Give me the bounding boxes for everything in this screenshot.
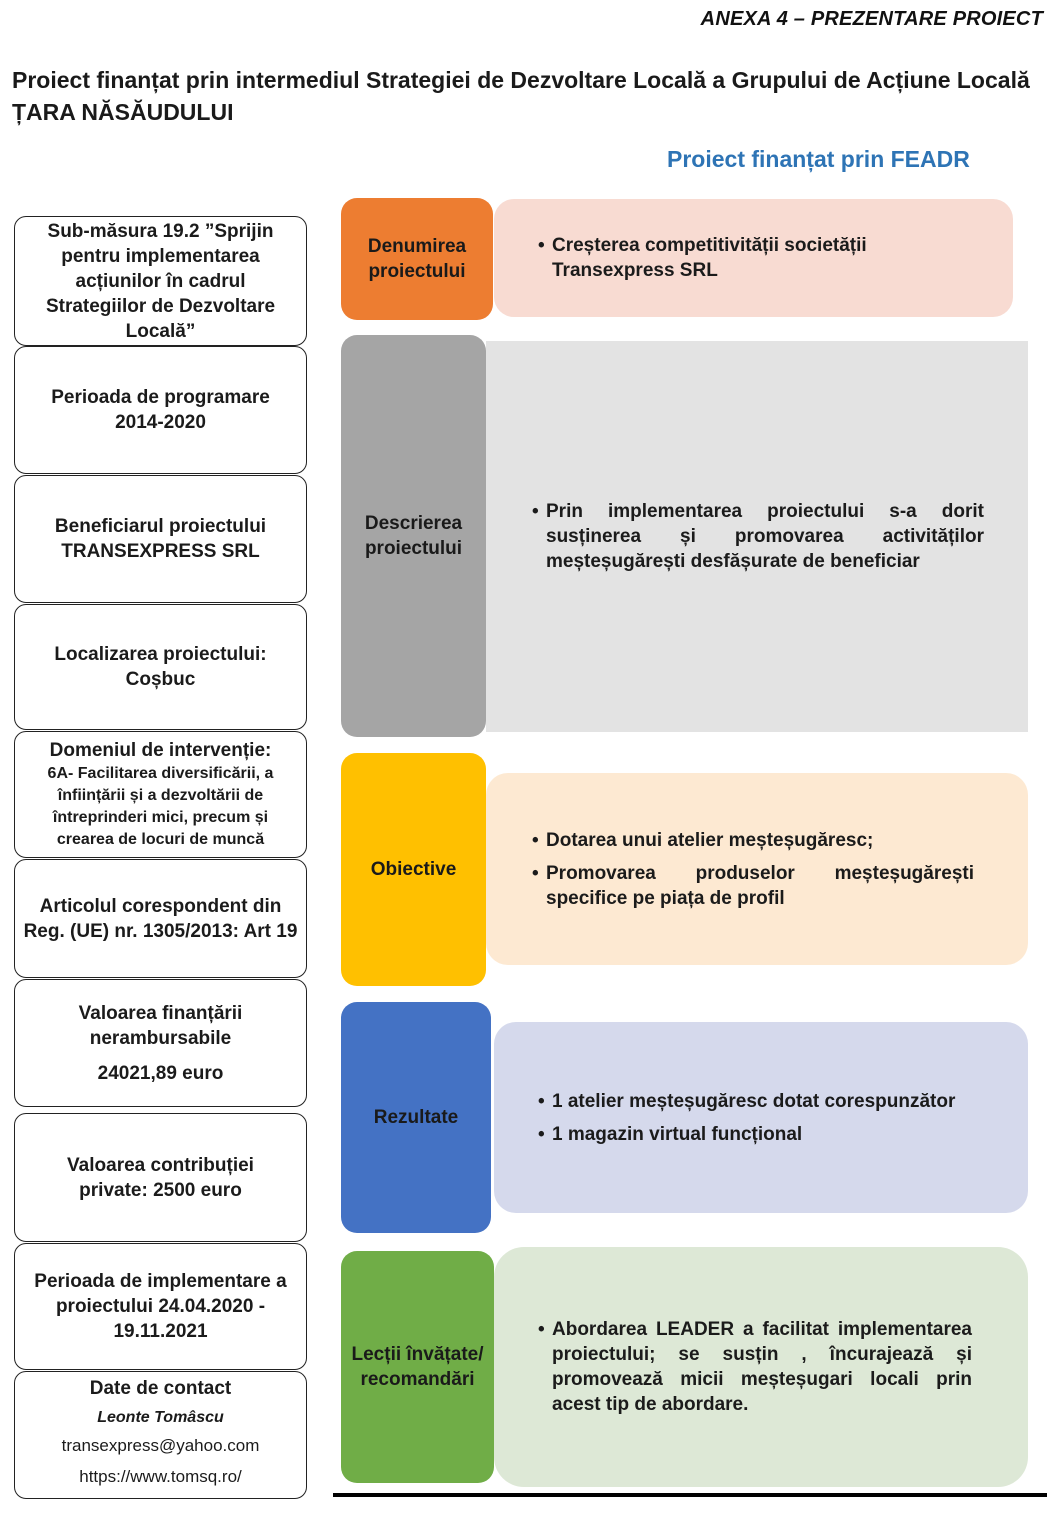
lessons-label: Lecții învățate/ recomandări	[351, 1344, 484, 1390]
annex-heading: ANEXA 4 – PREZENTARE PROIECT	[700, 8, 1043, 30]
lessons-panel	[494, 1247, 1028, 1487]
project-name-label: Denumirea proiectului	[367, 236, 467, 282]
contact-website[interactable]: https://www.tomsq.ro/	[79, 1467, 242, 1486]
lessons-pill	[341, 1251, 494, 1483]
result-item-1: • 1 atelier meșteșugăresc dotat corespunzător	[538, 1089, 988, 1114]
project-name-pill	[341, 198, 493, 320]
results-pill	[341, 1002, 491, 1233]
programming-period-text: Perioada de programare 2014-2020	[51, 387, 270, 433]
submeasure-text: Sub-măsura 19.2 ”Sprijin pentru implementarea acțiunilor în cadrul Strategiilor de Dezvoltare Locală”	[45, 220, 276, 342]
implementation-period-text: Perioada de implementare a proiectului 24.04.2020 - 19.11.2021	[34, 1271, 287, 1342]
page-title: Proiect finanțat prin intermediul Strategiei de Dezvoltare Locală a Grupului de Acțiune Locală ȚARA NĂSĂUDULUI	[12, 67, 1030, 125]
objectives-label: Obiective	[370, 859, 457, 880]
objective-item-2: • Promovarea produselor meșteșugărești specifice pe piața de profil	[532, 861, 974, 911]
lessons-item: • Abordarea LEADER a facilitat implementarea proiectului; se susțin , încurajează și promovează micii meșteșugari locali prin acest tip de abordare.	[538, 1317, 972, 1417]
objective-item-1: • Dotarea unui atelier meșteșugăresc;	[532, 828, 974, 853]
description-item: • Prin implementarea proiectului s-a dorit susținerea și promovarea activităților meșteșugărești desfășurate de beneficiar	[532, 499, 984, 574]
article-text: Articolul corespondent din Reg. (UE) nr. 1305/2013: Art 19	[23, 895, 298, 942]
private-contribution-box	[14, 1113, 307, 1242]
grant-label: Valoarea finanțării nerambursabile	[78, 1002, 243, 1049]
description-label: Descrierea proiectului	[364, 513, 463, 559]
submeasure-box	[14, 216, 307, 346]
contact-email[interactable]: transexpress@yahoo.com	[61, 1436, 260, 1455]
contact-name: Leonte Tomâscu	[97, 1409, 224, 1426]
intervention-domain-text: 6A- Facilitarea diversificării, a înființării și a dezvoltării de întreprinderi mici, precum și crearea de locuri de muncă	[47, 765, 274, 848]
location-box	[14, 604, 307, 730]
description-panel	[486, 341, 1028, 732]
implementation-period-box	[14, 1243, 307, 1370]
grant-value: 24021,89 euro	[97, 1062, 224, 1084]
footer-divider	[333, 1493, 1047, 1497]
funding-source: Proiect finanțat prin FEADR	[667, 146, 970, 172]
private-contribution-text: Valoarea contribuției private: 2500 euro	[67, 1154, 254, 1201]
beneficiary-box	[14, 475, 307, 603]
location-label: Localizarea proiectului:	[54, 644, 267, 665]
contact-label: Date de contact	[89, 1378, 232, 1399]
description-pill	[341, 335, 486, 737]
objectives-panel	[486, 773, 1028, 965]
article-box	[14, 859, 307, 978]
intervention-domain-box	[14, 731, 307, 858]
location-value: Coșbuc	[125, 669, 196, 690]
results-label: Rezultate	[373, 1107, 459, 1128]
project-name-panel	[494, 199, 1013, 317]
grant-value-box	[14, 979, 307, 1107]
project-name-item: • Creșterea competitivității societății Transexpress SRL	[538, 233, 989, 283]
intervention-domain-label: Domeniul de intervenție:	[49, 740, 272, 761]
beneficiary-label: Beneficiarul proiectului	[54, 516, 267, 537]
results-panel	[494, 1022, 1028, 1213]
objectives-pill	[341, 753, 486, 986]
programming-period-box	[14, 346, 307, 474]
beneficiary-name: TRANSEXPRESS SRL	[61, 541, 260, 562]
result-item-2: • 1 magazin virtual funcțional	[538, 1122, 988, 1147]
contact-box	[14, 1371, 307, 1499]
